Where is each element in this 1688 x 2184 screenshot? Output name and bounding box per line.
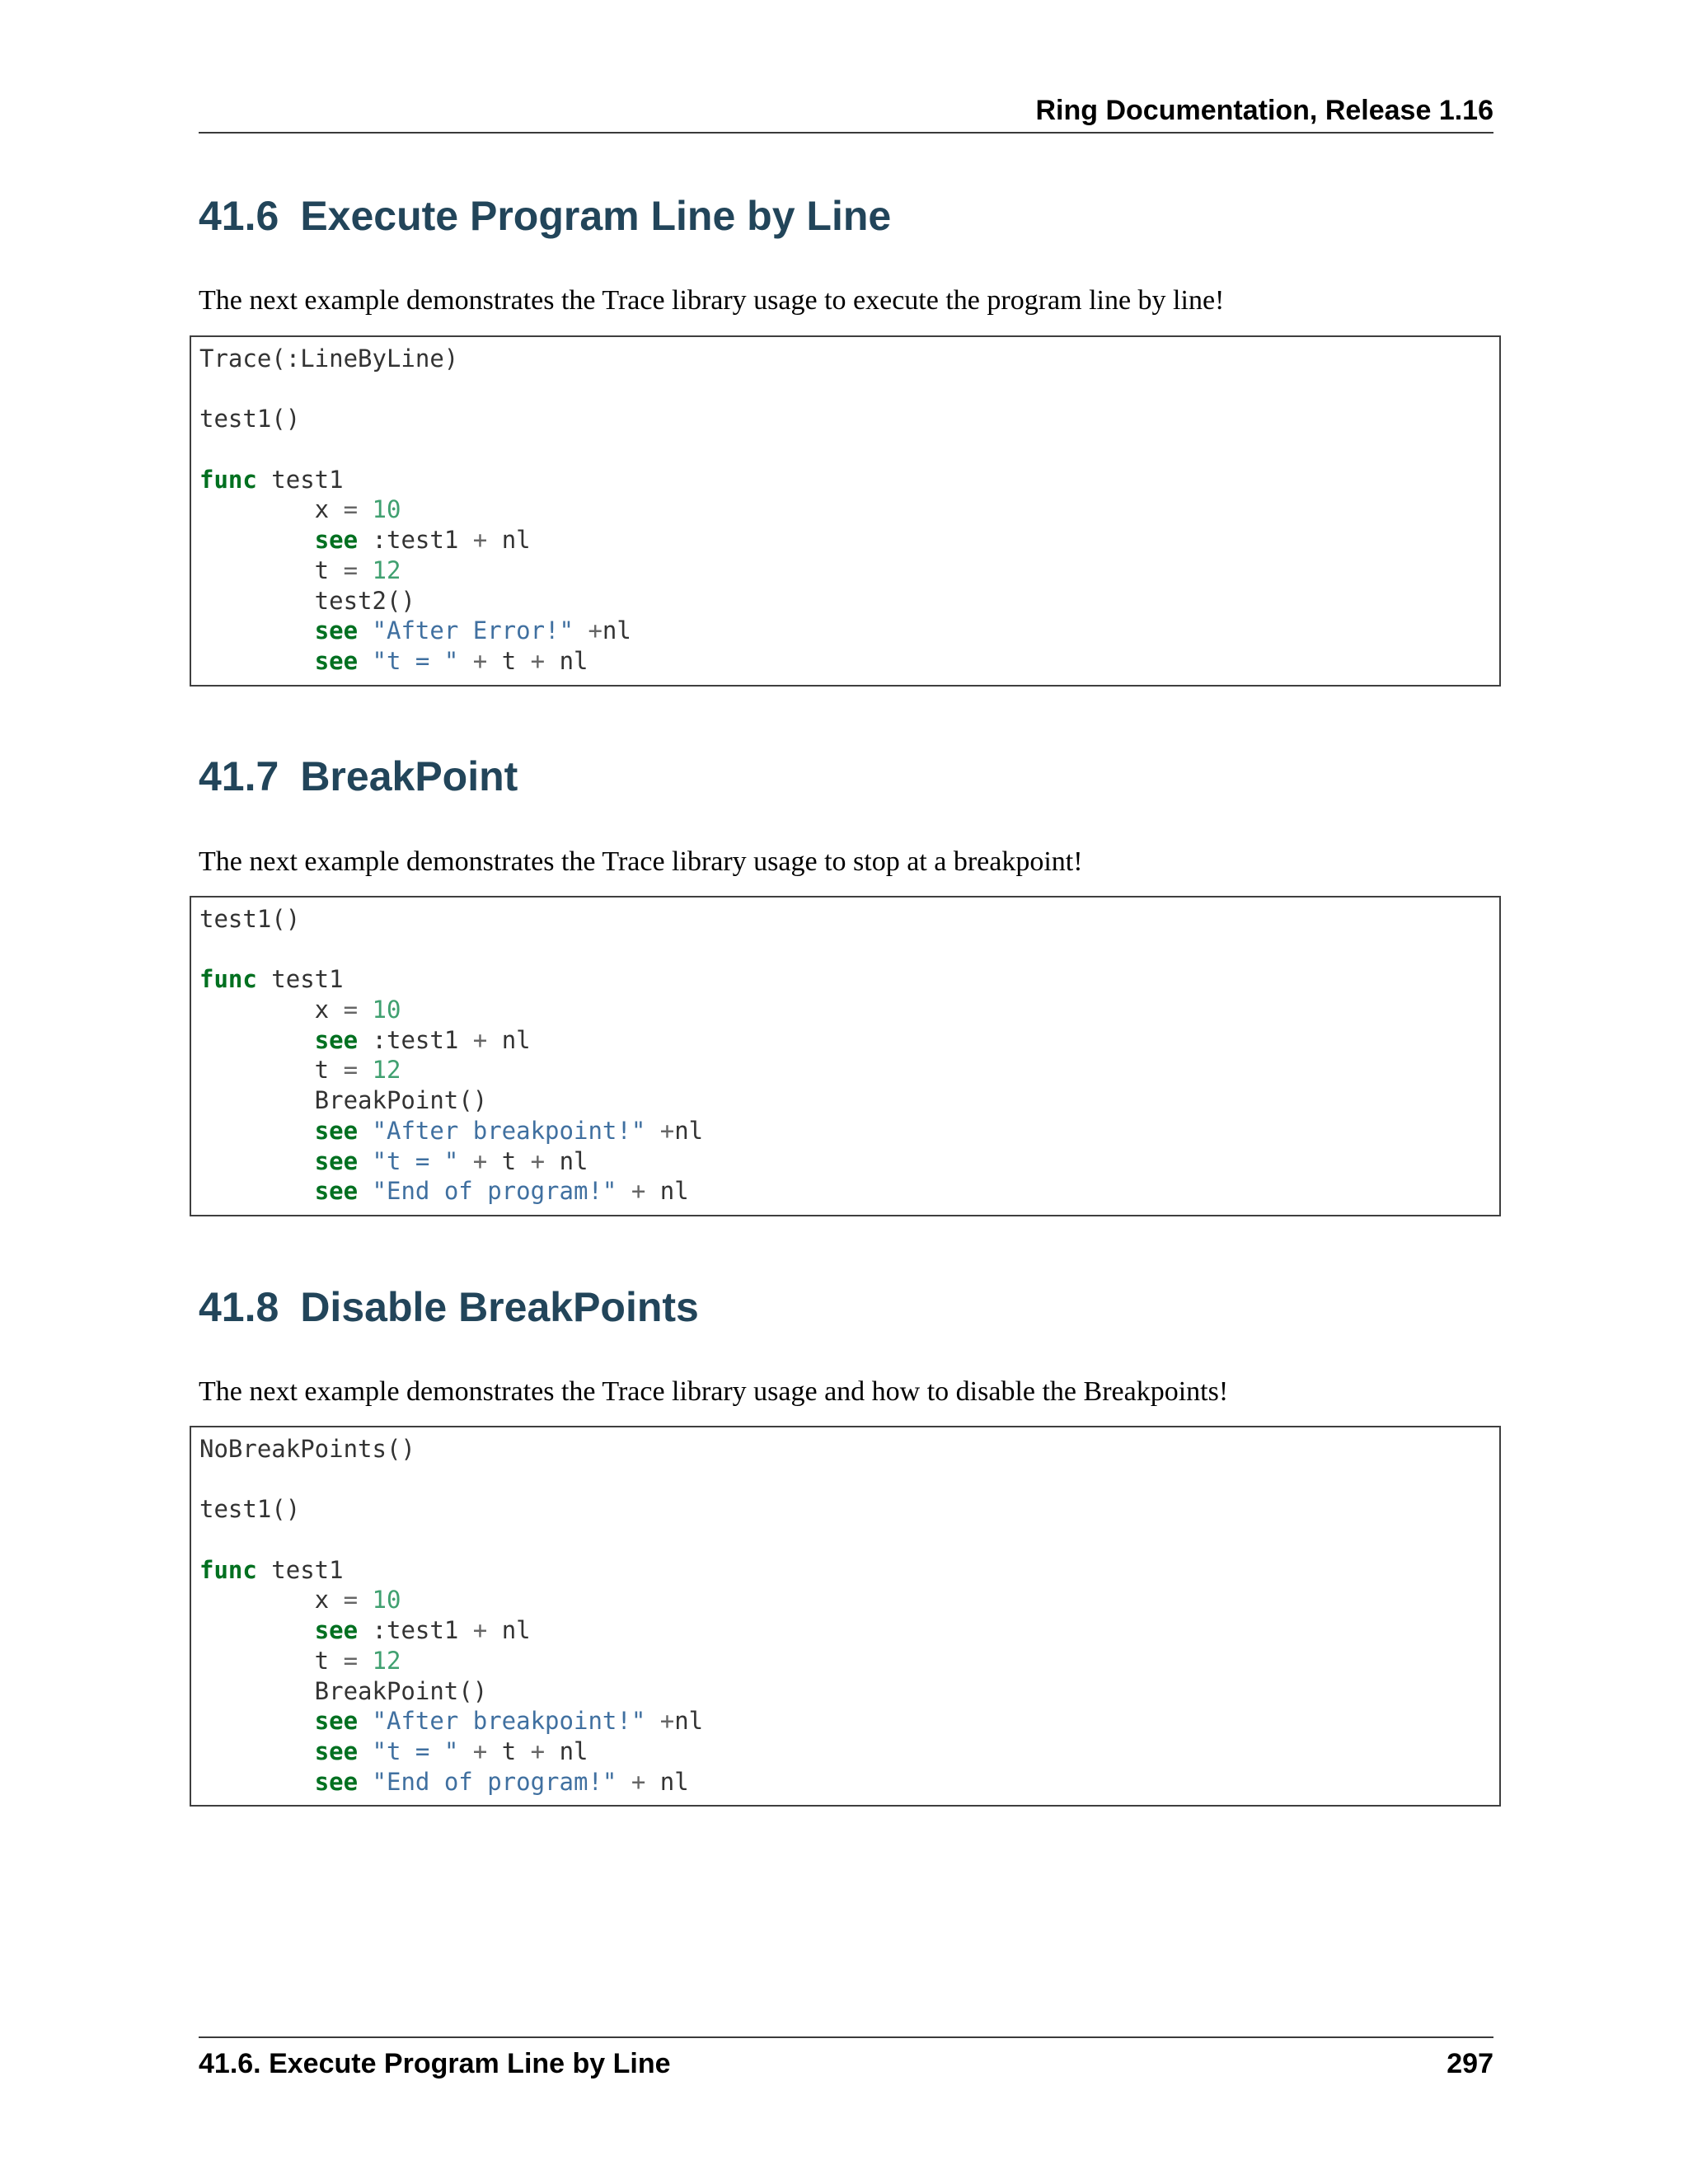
code-token: test2() xyxy=(199,586,415,615)
code-token xyxy=(358,1737,372,1765)
code-token: = xyxy=(343,996,359,1024)
code-token xyxy=(358,1147,372,1175)
code-token xyxy=(199,1026,315,1054)
section-title: Execute Program Line by Line xyxy=(300,193,892,239)
code-block xyxy=(190,896,1501,1216)
section-intro: The next example demonstrates the Trace library usage to stop at a breakpoint! xyxy=(199,846,1083,877)
section-intro: The next example demonstrates the Trace library usage and how to disable the Breakpoints! xyxy=(199,1376,1229,1407)
code-token: x xyxy=(199,996,344,1024)
code-token: func xyxy=(199,465,257,494)
code-token xyxy=(358,1586,372,1614)
code-token: = xyxy=(343,495,359,524)
section-number: 41.7 xyxy=(199,753,279,799)
code-block xyxy=(190,335,1501,687)
code-line xyxy=(199,1116,1491,1146)
code-token: see xyxy=(314,1616,359,1645)
code-token: :test1 xyxy=(358,1025,473,1054)
code-line xyxy=(199,1646,1491,1676)
code-token: nl xyxy=(545,1146,588,1175)
code-token: = xyxy=(343,555,359,584)
section-heading-41-6 xyxy=(199,191,891,241)
code-token: BreakPoint() xyxy=(199,1676,488,1705)
code-token: test1() xyxy=(199,905,301,933)
code-token xyxy=(458,647,472,675)
code-token: "After breakpoint!" xyxy=(372,1116,646,1145)
code-token: = xyxy=(343,1646,359,1675)
code-token xyxy=(199,1737,315,1765)
code-token xyxy=(358,1117,372,1145)
code-line xyxy=(199,1176,1491,1207)
code-token xyxy=(199,1616,315,1644)
code-line xyxy=(199,1146,1491,1177)
code-token xyxy=(617,1768,631,1796)
code-line xyxy=(199,465,1491,495)
code-line xyxy=(199,1055,1491,1085)
code-token: test1() xyxy=(199,1495,301,1524)
code-token: nl xyxy=(645,1767,689,1796)
code-token: + xyxy=(472,1025,488,1054)
code-token: t xyxy=(199,555,344,584)
code-token: "After Error!" xyxy=(372,616,574,645)
code-line xyxy=(199,404,1491,434)
code-token: nl xyxy=(545,1736,588,1765)
code-token: "t = " xyxy=(372,646,459,675)
code-line xyxy=(199,995,1491,1025)
code-token xyxy=(199,1177,315,1205)
section-intro: The next example demonstrates the Trace library usage to execute the program line by line! xyxy=(199,285,1225,316)
code-token: see xyxy=(314,1025,359,1054)
code-line xyxy=(199,1085,1491,1116)
code-token xyxy=(458,1147,472,1175)
code-token: see xyxy=(314,526,359,555)
code-token: test1 xyxy=(256,1555,344,1584)
code-token: 10 xyxy=(372,495,401,524)
code-token: 12 xyxy=(372,1646,401,1675)
code-token: + xyxy=(530,1736,546,1765)
code-line xyxy=(199,646,1491,677)
code-line xyxy=(199,555,1491,586)
section-title: BreakPoint xyxy=(300,753,518,799)
code-line xyxy=(199,935,1491,965)
code-token xyxy=(358,616,372,644)
code-line xyxy=(199,586,1491,616)
code-token: NoBreakPoints() xyxy=(199,1435,415,1463)
code-token: func xyxy=(199,965,257,994)
code-token: test1() xyxy=(199,405,301,434)
code-token: "After breakpoint!" xyxy=(372,1707,646,1736)
code-line xyxy=(199,1615,1491,1646)
code-token xyxy=(199,526,315,554)
code-token: :test1 xyxy=(358,1616,473,1645)
code-token: see xyxy=(314,616,359,645)
code-token: + xyxy=(659,1707,675,1736)
code-token xyxy=(574,616,588,644)
code-token: 10 xyxy=(372,1586,401,1615)
code-token: = xyxy=(343,1056,359,1085)
code-token: :test1 xyxy=(358,526,473,555)
code-token: "t = " xyxy=(372,1736,459,1765)
code-line xyxy=(199,1736,1491,1767)
code-token xyxy=(199,1147,315,1175)
code-token xyxy=(199,1707,315,1735)
code-token: + xyxy=(472,646,488,675)
code-token: BreakPoint() xyxy=(199,1086,488,1115)
running-header xyxy=(199,92,1493,134)
code-line xyxy=(199,616,1491,646)
code-token: nl xyxy=(487,1616,531,1645)
code-line xyxy=(199,1465,1491,1495)
code-token xyxy=(199,616,315,644)
code-token: + xyxy=(588,616,603,645)
code-line xyxy=(199,1025,1491,1056)
code-token xyxy=(358,647,372,675)
code-line xyxy=(199,1555,1491,1586)
code-token: nl xyxy=(602,616,631,645)
code-token: func xyxy=(199,1555,257,1584)
code-token: + xyxy=(631,1767,646,1796)
code-token xyxy=(358,996,372,1024)
page-number: 297 xyxy=(1447,2048,1493,2079)
code-token: + xyxy=(472,526,488,555)
section-number: 41.8 xyxy=(199,1284,279,1330)
code-line xyxy=(199,1434,1491,1465)
code-token xyxy=(617,1177,631,1205)
code-token: x xyxy=(199,495,344,524)
code-token: nl xyxy=(674,1707,704,1736)
code-line xyxy=(199,904,1491,935)
code-token: t xyxy=(199,1646,344,1675)
code-line xyxy=(199,344,1491,374)
code-token: + xyxy=(659,1116,675,1145)
code-line xyxy=(199,434,1491,465)
footer-section: 41.6. Execute Program Line by Line xyxy=(199,2048,671,2079)
code-token: t xyxy=(487,1736,531,1765)
code-token xyxy=(199,1768,315,1796)
code-token: test1 xyxy=(256,465,344,494)
code-token: "t = " xyxy=(372,1146,459,1175)
code-token: nl xyxy=(487,1025,531,1054)
code-token: "End of program!" xyxy=(372,1767,617,1796)
code-token: x xyxy=(199,1586,344,1615)
code-token xyxy=(358,556,372,584)
code-token: + xyxy=(472,1736,488,1765)
code-line xyxy=(199,525,1491,555)
code-line xyxy=(199,1585,1491,1615)
code-token: + xyxy=(472,1146,488,1175)
code-token: see xyxy=(314,1146,359,1175)
code-token: + xyxy=(472,1616,488,1645)
code-token: see xyxy=(314,1736,359,1765)
code-token: "End of program!" xyxy=(372,1177,617,1206)
code-token: nl xyxy=(674,1116,704,1145)
code-token xyxy=(358,1177,372,1205)
section-heading-41-7 xyxy=(199,752,518,801)
code-block xyxy=(190,1426,1501,1807)
code-token: nl xyxy=(487,526,531,555)
code-token: 10 xyxy=(372,996,401,1024)
code-token: nl xyxy=(545,646,588,675)
code-token: 12 xyxy=(372,1056,401,1085)
code-token: see xyxy=(314,1177,359,1206)
code-token: see xyxy=(314,646,359,675)
code-token: = xyxy=(343,1586,359,1615)
code-line xyxy=(199,1494,1491,1525)
code-token xyxy=(358,1056,372,1084)
code-token: + xyxy=(530,1146,546,1175)
code-token xyxy=(358,1707,372,1735)
code-token xyxy=(199,1117,315,1145)
code-token: t xyxy=(199,1056,344,1085)
code-token: + xyxy=(631,1177,646,1206)
code-token: see xyxy=(314,1116,359,1145)
section-title: Disable BreakPoints xyxy=(300,1284,699,1330)
code-token xyxy=(199,647,315,675)
code-line xyxy=(199,374,1491,405)
code-token: + xyxy=(530,646,546,675)
code-token: 12 xyxy=(372,555,401,584)
code-line xyxy=(199,1767,1491,1797)
code-token: see xyxy=(314,1767,359,1796)
code-line xyxy=(199,1706,1491,1736)
code-token: nl xyxy=(645,1177,689,1206)
section-number: 41.6 xyxy=(199,193,279,239)
code-token: Trace(:LineByLine) xyxy=(199,344,459,373)
code-token xyxy=(358,1768,372,1796)
code-token xyxy=(645,1117,659,1145)
header-title: Ring Documentation, Release 1.16 xyxy=(1035,95,1493,126)
footer-rule xyxy=(199,2036,1493,2038)
code-token xyxy=(458,1737,472,1765)
code-line xyxy=(199,494,1491,525)
code-token: see xyxy=(314,1707,359,1736)
code-line xyxy=(199,1676,1491,1707)
code-token xyxy=(358,1647,372,1675)
section-heading-41-8 xyxy=(199,1282,699,1332)
code-line xyxy=(199,1525,1491,1555)
code-token: t xyxy=(487,1146,531,1175)
code-token: t xyxy=(487,646,531,675)
code-token xyxy=(358,495,372,523)
code-token xyxy=(645,1707,659,1735)
code-line xyxy=(199,964,1491,995)
code-token: test1 xyxy=(256,965,344,994)
